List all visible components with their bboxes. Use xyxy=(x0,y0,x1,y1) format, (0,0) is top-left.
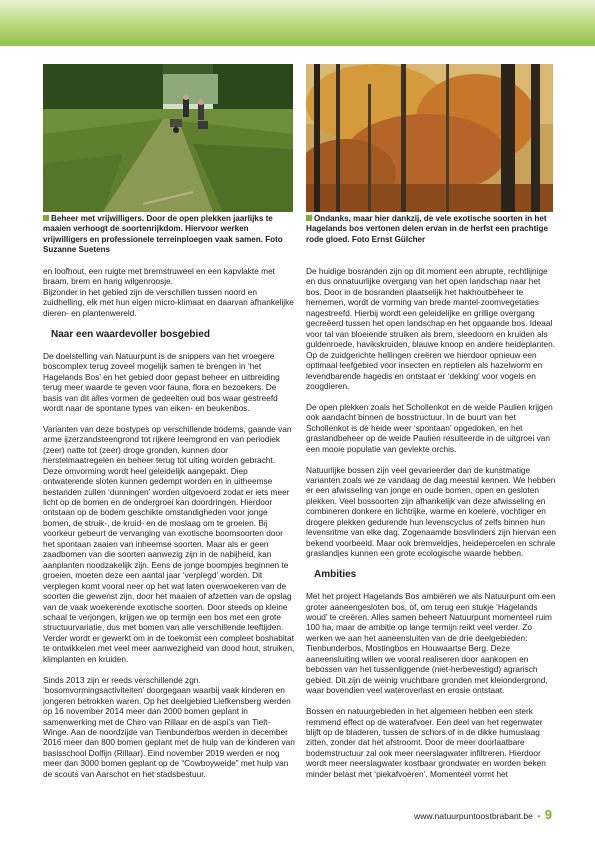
paragraph: De huidige bosranden zijn op dit moment een abrupte, rechtlijnige en dus onnatuurlijke overgang van het open landschap naar het bos. Door in de bosranden plaatselijk het hakhoutbeheer te hernemen, wordt de vorming van brede mantel-zoomvegetaties nagestreefd. Hierbij wordt een geleidelijke en grillige overgang gecreëerd tussen het open landschap en het opgaande bos. Ideaal voor tal van bloeiende struiken als brem, sleedoorn en kruiden als guldenroede, havikskruiden, blauwe knoop en andere heideplanten. Op de zuidgerichte hellingen creëren we hierdoor opnieuw een optimaal leefgebied voor insecten en reptielen als hazelworm en levendbarende hagedis en ontstaat er ‘dekking’ voor vogels en zoogdieren. xyxy=(306,266,556,391)
paragraph: Varianten van deze bostypes op verschillende bodems, gaande van arme ijzerzandsteengrond tot rijkere leemgrond en van periodiek (zeer) natte tot (zeer) droge gronden, kunnen door herstelmaatregelen en beheer terug tot uiting worden gebracht. Deze omvorming wordt heel geleidelijk aangepakt. Diep ontwaterende sloten kunnen gedempt worden en in uitheemse bestanden zullen ‘dunningen’ worden uitgevoerd zodat er iets meer licht op de bomen en de ondergroei kan doordringen. Hierdoor ontstaan op de bodem geschikte omstandigheden voor jonge bomen, de struik-, de kruid- en de moslaag om te groeien. Bij voorkeur gebeurt de vervanging van exotische boomsoorten door het spontaan zaaien van inheemse soorten. Maar als er geen zaadbomen van die soorten aanwezig zijn in de nabijheid, kan aanplanten noodzakelijk zijn. Eens de jonge boompjes beginnen te groeien, moeten deze een aantal jaar ‘verplegd’ worden. Dit verplegen komt vooral neer op het wat laten overwoekeren van de soorten die gewenst zijn, door het maaien of afzetten van de opslag van de vaak woekerende exotische soorten. Door steeds op kleine schaal te verjongen, krijgen we op termijn een bos met een grote structuurvariatie, dus met bomen van alle verschillende leeftijden. Verder wordt er gewerkt om in de toekomst een compleet boshabitat te ontwikkelen met veel meer aanwezigheid van dood hout, struiken, klimplanten en kruiden. xyxy=(43,423,295,664)
page-number: 9 xyxy=(544,807,552,822)
text-column-left xyxy=(43,266,295,779)
photo-credit: Foto Suzanne Suetens xyxy=(43,234,283,254)
page-footer xyxy=(414,808,552,823)
caption-text: Ondanks, maar hier dankzij, de vele exotische soorten in het Hagelands bos vertonen delen ervan in de herfst een prachtige rode gloed. xyxy=(306,214,548,244)
photo-autumn-forest xyxy=(306,64,553,212)
paragraph: De doelstelling van Natuurpunt is de snippers van het vroegere boscomplex terug zoveel mogelijk samen te brengen in ‘het Hagelands Bos’ en het gebied door gepast beheer en uitbreiding terug meer waarde te geven voor fauna, flora en bezoekers. De basis van dit alles vormen de gedeelten oud bos waar gestreefd wordt naar de spontane types van eiken- en beukenbos. xyxy=(43,350,280,413)
paragraph: en loofhout, een ruigte met bremstruweel en een kapvlakte met braam, brem en harig wilgenroosje. xyxy=(43,266,275,287)
paragraph: Natuurlijke bossen zijn veel gevarieerder dan de kunstmatige varianten zoals we ze vandaag de dag meestal kennen. We hebben er een afwisseling van jonge en oude bomen, open en gesloten plekken. Veel bossoorten zijn afhankelijk van deze afwisseling en combineren donkere en lichtrijke, warme en koelere, vochtiger en drogere plekken gedurende hun levenscyclus of zelfs binnen hun levensritme van elke dag. Zogenaamde bosvlinders zijn hiervan een bekend voorbeeld. Maar ook bremveldjes, heidepercelen en schrale graslandjes kunnen een grote ecologische waarde hebben. xyxy=(306,464,556,559)
paragraph: Bossen en natuurgebieden in het algemeen hebben een sterk remmend effect op de waterafvoer. Een deel van het regenwater blijft op de bladeren, tussen de schors of in de dikke humuslaag zitten, zonder dat het afstroomt. Door de meer doorlaatbare bodemstructuur zal ook meer neerslagwater infiltreren. Hierdoor wordt meer neerslagwater kostbaar grondwater en worden beken minder belast met ‘piekafvoeren’. Momenteel vormt het xyxy=(306,706,546,779)
section-heading: Ambities xyxy=(314,569,357,581)
paragraph: Bijzonder in het gebied zijn de verschillen tussen noord en zuidhelling, elk met hun eigen micro-klimaat en daarvan afhankelijke dieren- en plantenwereld. xyxy=(43,286,294,318)
caption-text: Beheer met vrijwilligers. Door de open plekken jaarlijks te maaien verhoogt de soortenrijkdom. Hiervoor werken vrijwilligers en professionele terreinploegen vaak samen. xyxy=(43,214,273,244)
text-column-right xyxy=(306,266,556,779)
paragraph: Sinds 2013 zijn er reeds verschillende zgn. ‘bosomvormingsactiviteiten’ doorgegaan waarbij vaak kinderen en jongeren betrokken waren. Op het deelgebied Liefkensberg werden op 16 november 2014 meer dan 2000 bomen geplant in samenwerking met de Chiro van Rillaar en de aspi’s van Tielt-Winge. Aan de noordzijde van Tienbunderbos werden in december 2016 meer dan 800 bomen geplant met de hulp van de kinderen van basisschool Dolfijn (Rillaar). Eind november 2019 werden er nog meer dan 3000 bomen geplant op de “Cowboyweide” met hulp van de scouts van Aarschot en het stadsbestuur. xyxy=(43,674,295,779)
caption-marker xyxy=(306,215,312,221)
photo-volunteers-meadow xyxy=(43,64,293,212)
photo-caption-left xyxy=(43,214,293,255)
paragraph: Met het project Hagelands Bos ambiëren we als Natuurpunt om een groter aaneengesloten bos, of, om terug een stukje ‘Hagelands woud’ te creëren. Alles samen beheert Natuurpunt momenteel ruim 100 ha, maar de ambitie op lange termijn reikt veel verder. Zo werken we aan het aaneensluiten van de drie deelgebieden: Tienbunderbos, Mostingbos en Houwaartse Berg. Deze aaneensluiting willen we vooral realiseren door aankopen en bebossen van het tussenliggende (niet-herbevestigd) agrarisch gebied. Dit zijn de weinig vruchtbare gronden met kleiondergrond, waar bovendien veel wateroverlast en erosie ontstaat. xyxy=(306,591,556,696)
header-band xyxy=(0,0,595,46)
photo-caption-right xyxy=(306,214,554,245)
caption-marker xyxy=(43,215,49,221)
footer-bullet: • xyxy=(537,811,541,821)
section-heading: Naar een waardevoller bosgebied xyxy=(51,328,210,340)
footer-url-link[interactable]: www.natuurpuntoostbrabant.be xyxy=(414,811,533,821)
paragraph: De open plekken zoals het Schollenkot en de weide Paulien krijgen ook aandacht binnen de bosstructuur. In de buurt van het Schollenkot is de heide weer ‘spontaan’ opgedoken, en het graslandbeheer op de weide Paulien resulteerde in de uitgroei van een mooie populatie van gevlekte orchis. xyxy=(306,401,553,454)
photo-credit: Foto Ernst Gülcher xyxy=(351,234,426,244)
